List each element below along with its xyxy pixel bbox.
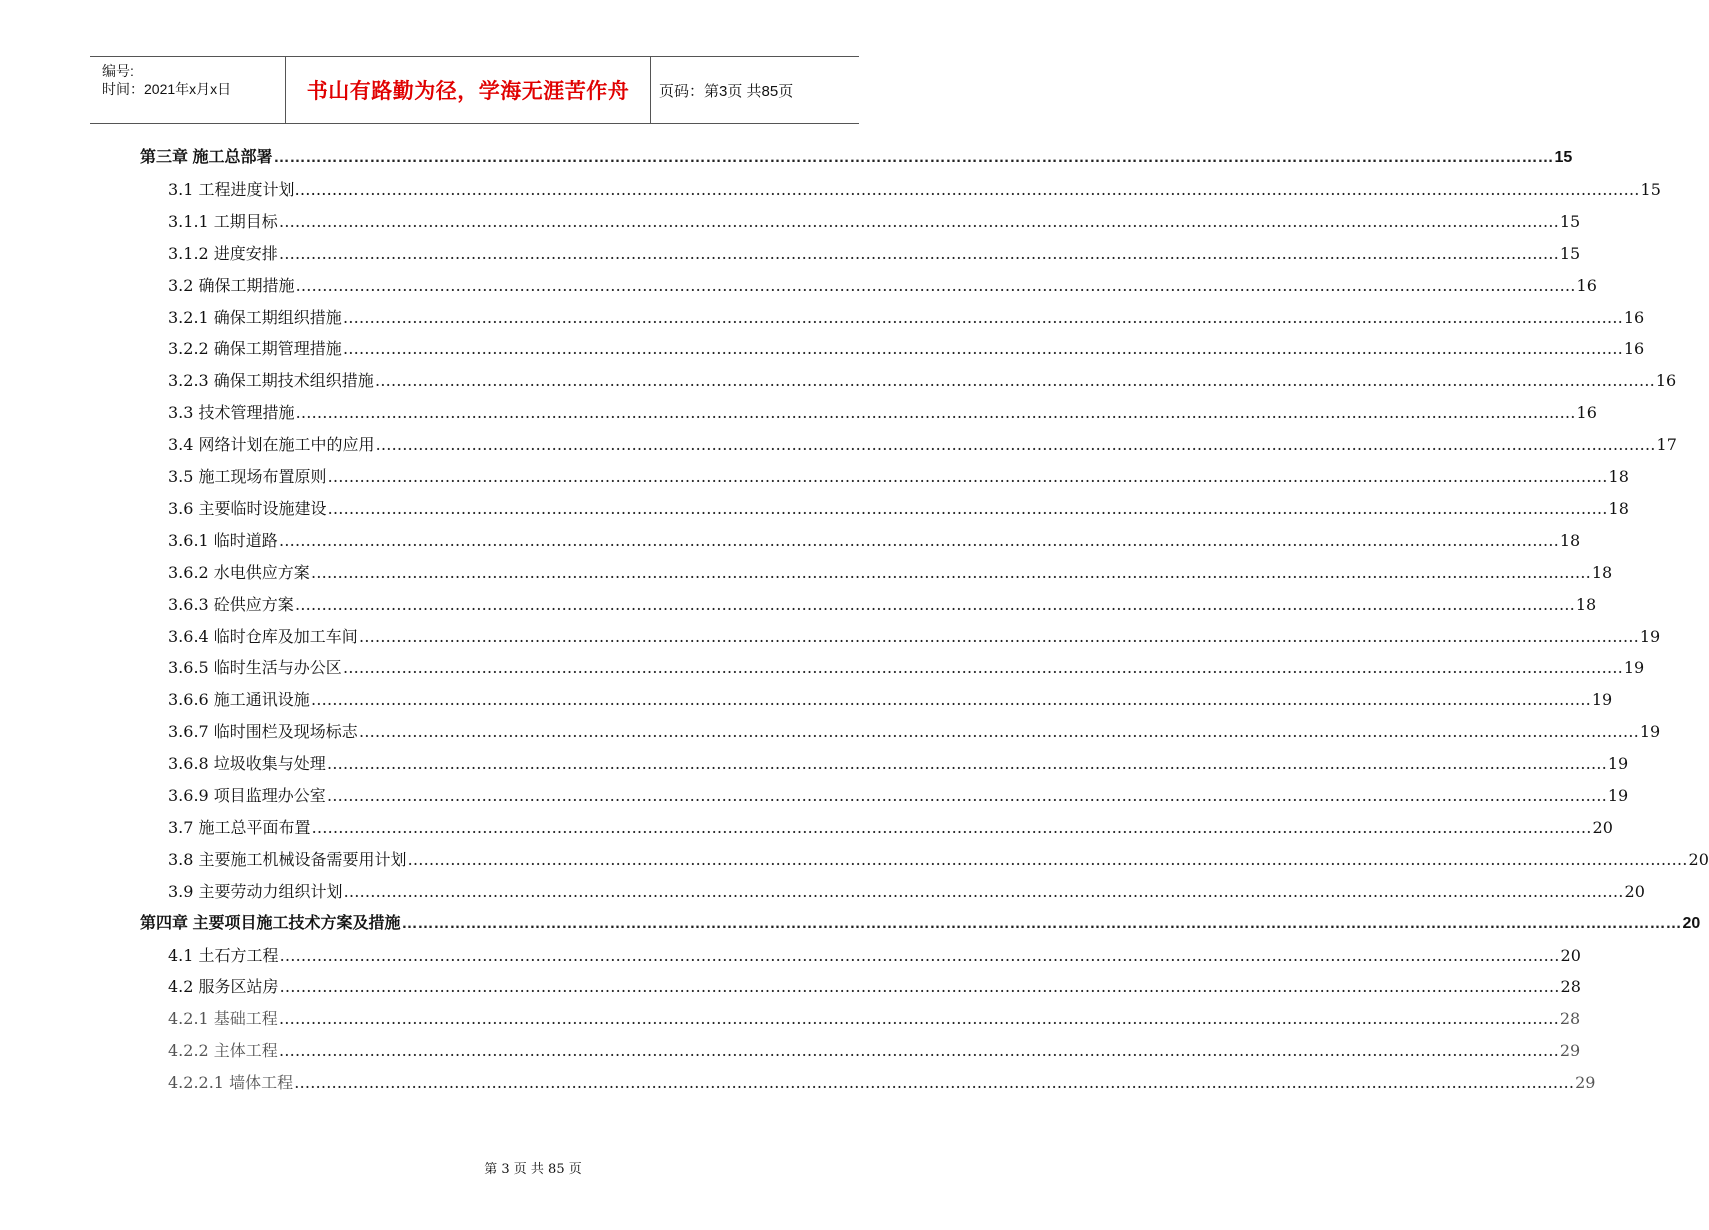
- toc-entry[interactable]: [168, 302, 1645, 328]
- toc-entry[interactable]: [168, 652, 1645, 678]
- toc-entry-title: 3.1.1 工期目标: [168, 211, 278, 231]
- toc-entry-page: 17: [1656, 435, 1677, 455]
- toc-entry-page: 18: [1608, 467, 1629, 486]
- toc-entry-title: 3.4 网络计划在施工中的应用: [168, 435, 375, 455]
- toc-entry[interactable]: [168, 525, 1581, 551]
- toc-leader-dots: ……………………………………………………………………………………………………………………………………………………………………………………………………………………: [295, 275, 1576, 295]
- toc-entry-page: 19: [1591, 690, 1613, 710]
- toc-entry-page: 20: [1688, 849, 1709, 869]
- toc-entry-title: 4.2.2 主体工程: [168, 1041, 278, 1061]
- toc-entry[interactable]: [140, 142, 1573, 168]
- toc-entry-title: 3.9 主要劳动力组织计划: [168, 881, 343, 901]
- toc-leader-dots: ……………………………………………………………………………………………………………………………………………………………………………………………………………………: [278, 1009, 1559, 1029]
- toc-entry-title: 3.2.2 确保工期管理措施: [168, 339, 342, 359]
- toc-entry[interactable]: [168, 684, 1613, 710]
- toc-leader-dots: ……………………………………………………………………………………………………………………………………………………………………………………………………………………: [311, 817, 1592, 837]
- toc-leader-dots: ……………………………………………………………………………………………………………………………………………………………………………………………………………………: [327, 467, 1608, 486]
- toc-entry-page: 28: [1559, 1009, 1581, 1029]
- toc-entry[interactable]: [168, 238, 1581, 264]
- toc-entry-title: 3.6 主要临时设施建设: [168, 498, 327, 518]
- toc-entry[interactable]: [168, 780, 1629, 806]
- page-footer: 第 3 页 共 85 页: [484, 1162, 582, 1177]
- toc-leader-dots: ……………………………………………………………………………………………………………………………………………………………………………………………………………………: [295, 403, 1576, 423]
- toc-entry-page: 20: [1624, 881, 1645, 901]
- toc-entry[interactable]: [168, 557, 1613, 583]
- toc-entry-title: 3.8 主要施工机械设备需要用计划: [168, 849, 407, 869]
- toc-leader-dots: ……………………………………………………………………………………………………………………………………………………………………………………………………………………: [273, 149, 1554, 166]
- toc-entry-page: 28: [1560, 977, 1581, 997]
- toc-entry-title: 3.6.4 临时仓库及加工车间: [168, 626, 358, 646]
- toc-entry-page: 16: [1655, 371, 1677, 391]
- toc-leader-dots: ……………………………………………………………………………………………………………………………………………………………………………………………………………………: [327, 498, 1608, 518]
- toc-entry[interactable]: [168, 971, 1581, 997]
- toc-entry[interactable]: [168, 621, 1661, 647]
- toc-entry-page: 18: [1559, 530, 1581, 550]
- toc-entry-page: 16: [1576, 403, 1597, 423]
- toc-entry[interactable]: [168, 876, 1645, 902]
- toc-entry-page: 15: [1640, 179, 1661, 199]
- toc-entry[interactable]: [168, 940, 1581, 966]
- header-meta-cell: [90, 57, 285, 123]
- header-code-label: 编号:: [102, 63, 134, 79]
- toc-leader-dots: ……………………………………………………………………………………………………………………………………………………………………………………………………………………: [294, 594, 1575, 614]
- toc-leader-dots: ……………………………………………………………………………………………………………………………………………………………………………………………………………………: [278, 243, 1559, 263]
- toc-entry[interactable]: [168, 397, 1597, 423]
- toc-entry[interactable]: [140, 908, 1701, 934]
- toc-leader-dots: ……………………………………………………………………………………………………………………………………………………………………………………………………………………: [278, 530, 1559, 550]
- toc-entry-page: 16: [1623, 339, 1645, 359]
- toc-entry[interactable]: [168, 429, 1677, 455]
- toc-leader-dots: ……………………………………………………………………………………………………………………………………………………………………………………………………………………: [342, 307, 1623, 327]
- toc-entry-title: 3.6.9 项目监理办公室: [168, 786, 326, 805]
- toc-leader-dots: ……………………………………………………………………………………………………………………………………………………………………………………………………………………: [294, 1073, 1575, 1093]
- toc-entry-title: 3.6.3 砼供应方案: [168, 594, 294, 614]
- toc-entry-page: 20: [1682, 914, 1701, 932]
- toc-entry[interactable]: [168, 844, 1709, 870]
- toc-entry-page: 20: [1592, 817, 1613, 837]
- toc-entry-title: 3.2.1 确保工期组织措施: [168, 307, 342, 327]
- toc-leader-dots: ……………………………………………………………………………………………………………………………………………………………………………………………………………………: [342, 658, 1623, 678]
- toc-entry-title: 3.6.5 临时生活与办公区: [168, 658, 342, 678]
- toc-leader-dots: ……………………………………………………………………………………………………………………………………………………………………………………………………………………: [278, 211, 1559, 231]
- toc-entry-title: 3.6.6 施工通讯设施: [168, 690, 310, 710]
- toc-entry-page: 29: [1575, 1073, 1596, 1093]
- toc-entry-title: 4.2.1 基础工程: [168, 1009, 278, 1029]
- toc-entry-page: 19: [1607, 754, 1629, 774]
- toc-entry-page: 16: [1576, 275, 1597, 295]
- header-page-label: 页码：第3页 共85页: [659, 82, 794, 100]
- toc-entry-title: 第四章 主要项目施工技术方案及措施: [140, 914, 401, 932]
- toc-leader-dots: ……………………………………………………………………………………………………………………………………………………………………………………………………………………: [401, 914, 1682, 932]
- toc-entry-page: 15: [1554, 149, 1573, 166]
- toc-leader-dots: ……………………………………………………………………………………………………………………………………………………………………………………………………………………: [374, 371, 1655, 391]
- toc-entry-title: 3.2.3 确保工期技术组织措施: [168, 371, 374, 391]
- toc-leader-dots: ……………………………………………………………………………………………………………………………………………………………………………………………………………………: [310, 562, 1591, 582]
- toc-entry[interactable]: [168, 365, 1677, 391]
- toc-entry[interactable]: [168, 589, 1597, 615]
- toc-leader-dots: ……………………………………………………………………………………………………………………………………………………………………………………………………………………: [407, 849, 1688, 869]
- toc-entry-title: 4.2 服务区站房: [168, 977, 279, 997]
- toc-entry-page: 15: [1559, 243, 1581, 263]
- toc-entry-title: 3.6.1 临时道路: [168, 530, 278, 550]
- toc-entry[interactable]: [168, 716, 1661, 742]
- toc-leader-dots: ……………………………………………………………………………………………………………………………………………………………………………………………………………………: [359, 179, 1640, 199]
- toc-leader-dots: ……………………………………………………………………………………………………………………………………………………………………………………………………………………: [342, 339, 1623, 359]
- toc-leader-dots: ……………………………………………………………………………………………………………………………………………………………………………………………………………………: [279, 977, 1560, 997]
- toc-leader-dots: ……………………………………………………………………………………………………………………………………………………………………………………………………………………: [375, 435, 1656, 455]
- toc-entry-page: 18: [1591, 562, 1613, 582]
- toc-entry-title: 3.2 确保工期措施: [168, 275, 295, 295]
- toc-entry[interactable]: [168, 270, 1597, 296]
- toc-leader-dots: ……………………………………………………………………………………………………………………………………………………………………………………………………………………: [358, 722, 1639, 742]
- toc-entry[interactable]: [168, 461, 1629, 487]
- toc-entry[interactable]: [168, 1035, 1581, 1061]
- toc-entry-page: 18: [1608, 498, 1629, 518]
- toc-entry-title: 3.1 工程进度计划…………: [168, 179, 359, 199]
- toc-entry[interactable]: [168, 206, 1581, 232]
- toc-entry[interactable]: [168, 812, 1613, 838]
- toc-entry[interactable]: [168, 493, 1629, 519]
- toc-entry-title: 4.2.2.1 墙体工程: [168, 1073, 294, 1093]
- toc-entry-title: 3.5 施工现场布置原则: [168, 467, 327, 486]
- toc-entry-page: 29: [1559, 1041, 1581, 1061]
- toc-entry-title: 3.3 技术管理措施: [168, 403, 295, 423]
- toc-entry[interactable]: [168, 1067, 1596, 1093]
- toc-entry-page: 19: [1639, 626, 1661, 646]
- toc-leader-dots: ……………………………………………………………………………………………………………………………………………………………………………………………………………………: [278, 1041, 1559, 1061]
- toc-leader-dots: ……………………………………………………………………………………………………………………………………………………………………………………………………………………: [310, 690, 1591, 710]
- toc-leader-dots: ……………………………………………………………………………………………………………………………………………………………………………………………………………………: [279, 945, 1560, 965]
- header-motto: 书山有路勤为径，学海无涯苦作舟: [285, 57, 651, 123]
- toc-entry-title: 第三章 施工总部署: [140, 149, 273, 166]
- toc-entry-page: 16: [1623, 307, 1645, 327]
- page-header: [90, 56, 859, 124]
- toc-entry-page: 20: [1560, 945, 1581, 965]
- header-time-label: 时间：2021年x月x日: [102, 81, 232, 97]
- toc-entry-page: 15: [1559, 211, 1581, 231]
- toc-entry-title: 3.6.2 水电供应方案: [168, 562, 310, 582]
- toc-entry-page: 19: [1639, 722, 1661, 742]
- toc-entry-page: 19: [1607, 786, 1629, 805]
- toc-entry-title: 4.1 土石方工程: [168, 945, 279, 965]
- toc-entry[interactable]: [168, 333, 1645, 359]
- toc-entry-title: 3.6.8 垃圾收集与处理: [168, 754, 326, 774]
- toc-entry-title: 3.7 施工总平面布置: [168, 817, 311, 837]
- toc-leader-dots: ……………………………………………………………………………………………………………………………………………………………………………………………………………………: [326, 786, 1607, 805]
- toc-leader-dots: ……………………………………………………………………………………………………………………………………………………………………………………………………………………: [326, 754, 1607, 774]
- toc-leader-dots: ……………………………………………………………………………………………………………………………………………………………………………………………………………………: [358, 626, 1639, 646]
- toc-entry[interactable]: [168, 1003, 1581, 1029]
- toc-entry[interactable]: [168, 174, 1661, 200]
- toc-entry-title: 3.1.2 进度安排: [168, 243, 278, 263]
- toc-leader-dots: ……………………………………………………………………………………………………………………………………………………………………………………………………………………: [343, 881, 1624, 901]
- toc-entry-page: 19: [1623, 658, 1645, 678]
- toc-entry-title: 3.6.7 临时围栏及现场标志: [168, 722, 358, 742]
- toc-entry-page: 18: [1575, 594, 1597, 614]
- toc-entry[interactable]: [168, 748, 1629, 774]
